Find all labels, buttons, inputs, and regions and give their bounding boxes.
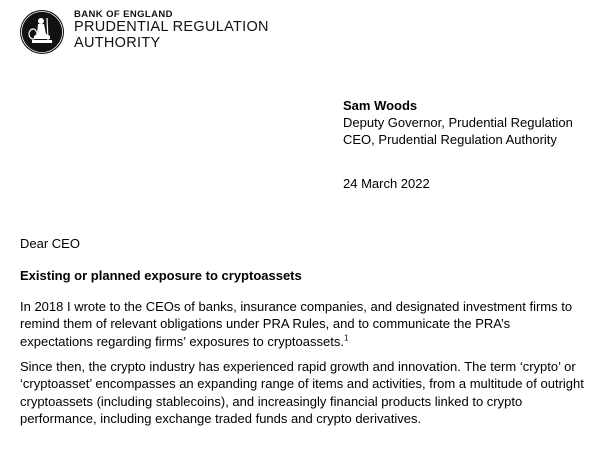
org-line-1: BANK OF ENGLAND xyxy=(74,9,173,20)
letter-date: 24 March 2022 xyxy=(343,176,430,191)
letter-subject: Existing or planned exposure to cryptoassets xyxy=(20,268,302,283)
sender-title-2: CEO, Prudential Regulation Authority xyxy=(343,131,557,147)
org-line-2: PRUDENTIAL REGULATION xyxy=(74,19,269,36)
sender-block xyxy=(343,98,573,149)
salutation: Dear CEO xyxy=(20,236,80,251)
footnote-ref[interactable]: 1 xyxy=(343,333,349,343)
paragraph-2: Since then, the crypto industry has experienced rapid growth and innovation. The term ‘crypto’ or ‘cryptoasset’ encompasses an expanding range of items and activities, from a multitude of outright cryptoassets (including stablecoins), and increasingly financial products linked to crypto performance, including exchange traded funds and crypto derivatives. xyxy=(20,359,584,426)
paragraph-1 xyxy=(20,298,585,350)
sender-name: Sam Woods xyxy=(343,98,418,113)
sender-title-1: Deputy Governor, Prudential Regulation xyxy=(343,114,573,130)
paragraph-1-text: In 2018 I wrote to the CEOs of banks, insurance companies, and designated investment firms to remind them of relevant obligations under PRA Rules, and to communicate the PRA’s expectations regarding firms’ exposures to cryptoassets. xyxy=(20,299,573,349)
letterhead-logo xyxy=(20,10,269,54)
britannia-seal-icon xyxy=(20,10,64,54)
organisation-name xyxy=(74,10,269,52)
org-line-3: AUTHORITY xyxy=(74,34,161,51)
